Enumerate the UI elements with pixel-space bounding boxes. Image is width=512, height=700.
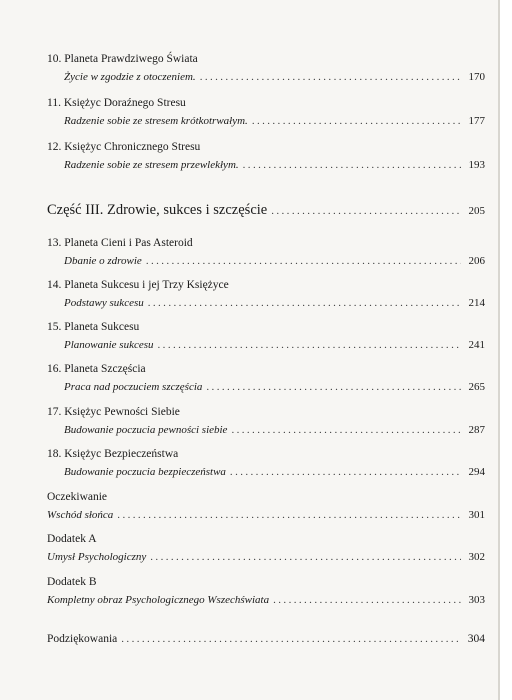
page-number: 301 [468,509,485,521]
entry-subtitle: Wschód słońca [47,509,114,521]
entry-subtitle: Budowanie poczucia bezpieczeństwa [64,466,226,478]
entry-title: 15. Planeta Sukcesu [47,321,140,333]
dot-leader [200,70,461,84]
dot-leader [158,338,461,352]
dot-leader [273,593,461,607]
toc-entry-dodatek-b [47,575,485,607]
entry-title: 10. Planeta Prawdziwego Świata [47,53,198,65]
page-number: 241 [468,339,485,351]
toc-entry-17 [47,405,485,437]
toc-part-3 [47,201,485,220]
entry-title: Podziękowania [47,633,118,645]
part-title: Część III. Zdrowie, sukces i szczęście [47,202,268,218]
entry-title: 17. Księżyc Pewności Siebie [47,406,180,418]
toc-entry-15 [47,320,485,352]
dot-leader [271,202,461,220]
dot-leader [206,380,461,394]
entry-subtitle: Podstawy sukcesu [64,297,144,309]
page-number: 177 [468,115,485,127]
toc-entry-13 [47,236,485,268]
toc-entry-14 [47,278,485,310]
dot-leader [243,158,461,172]
entry-title: Oczekiwanie [47,491,108,503]
entry-subtitle: Radzenie sobie ze stresem przewlekłym. [64,159,239,171]
entry-subtitle: Umysł Psychologiczny [47,551,147,563]
page-number: 265 [468,381,485,393]
dot-leader [117,508,461,522]
toc-entry-podziekowania [47,632,485,646]
toc-entry-dodatek-a [47,532,485,564]
dot-leader [230,465,461,479]
toc-entry-oczekiwanie [47,490,485,522]
page-number: 193 [468,159,485,171]
dot-leader [121,632,461,646]
dot-leader [150,550,461,564]
dot-leader [252,114,461,128]
entry-title: 11. Księżyc Doraźnego Stresu [47,97,186,109]
page-number: 294 [468,466,485,478]
toc-entry-11 [47,96,485,128]
page-number: 303 [468,594,485,606]
entry-subtitle: Kompletny obraz Psychologicznego Wszechświata [47,594,270,606]
entry-title: Dodatek B [47,576,97,588]
toc-entry-16 [47,362,485,394]
entry-subtitle: Życie w zgodzie z otoczeniem. [64,71,196,83]
page-number: 287 [468,424,485,436]
entry-subtitle: Dbanie o zdrowie [64,255,142,267]
page-number: 205 [468,205,485,217]
toc-entry-10 [47,52,485,84]
entry-title: Dodatek A [47,533,97,545]
page-number: 302 [468,551,485,563]
entry-subtitle: Budowanie poczucia pewności siebie [64,424,228,436]
page-number: 214 [468,297,485,309]
entry-title: 18. Księżyc Bezpieczeństwa [47,448,179,460]
toc-entry-18 [47,447,485,479]
entry-title: 16. Planeta Szczęścia [47,363,146,375]
page-number: 170 [468,71,485,83]
entry-subtitle: Praca nad poczuciem szczęścia [64,381,203,393]
dot-leader [148,296,461,310]
toc-entry-12 [47,140,485,172]
entry-title: 13. Planeta Cieni i Pas Asteroid [47,237,193,249]
entry-title: 12. Księżyc Chronicznego Stresu [47,141,201,153]
entry-subtitle: Planowanie sukcesu [64,339,154,351]
dot-leader [146,254,461,268]
entry-subtitle: Radzenie sobie ze stresem krótkotrwałym. [64,115,248,127]
page-number: 206 [468,255,485,267]
dot-leader [231,423,461,437]
entry-title: 14. Planeta Sukcesu i jej Trzy Księżyce [47,279,229,291]
page-number: 304 [467,633,485,645]
